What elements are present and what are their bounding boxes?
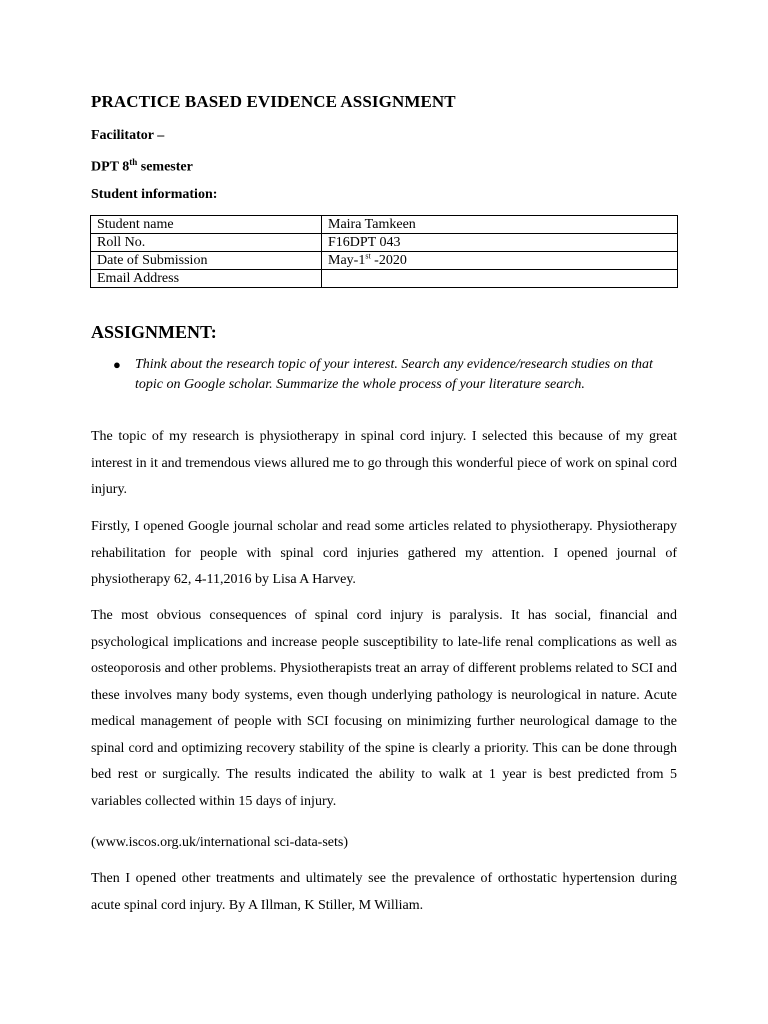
table-row xyxy=(91,216,678,234)
table-cell-value xyxy=(322,252,678,270)
date-prefix: May-1 xyxy=(328,253,366,268)
date-sup: st xyxy=(365,251,371,261)
table-cell-label: Roll No. xyxy=(91,234,322,252)
student-info-heading: Student information: xyxy=(91,187,218,202)
assignment-bullet-text: Think about the research topic of your interest. Search any evidence/research studies on that topic on Google scholar. Summarize the whole process of your literature search. xyxy=(135,357,653,392)
document-title: PRACTICE BASED EVIDENCE ASSIGNMENT xyxy=(91,92,456,111)
student-info-table xyxy=(90,215,678,288)
semester-prefix: DPT 8 xyxy=(91,159,130,175)
table-cell-value xyxy=(322,270,678,288)
table-row xyxy=(91,252,678,270)
semester-sup: th xyxy=(129,157,138,167)
assignment-heading: ASSIGNMENT: xyxy=(91,322,217,342)
table-row xyxy=(91,234,678,252)
table-cell-label: Email Address xyxy=(91,270,322,288)
body-paragraph: Then I opened other treatments and ultimately see the prevalence of orthostatic hypertension during acute spinal cord injury. By A Illman, K Stiller, M William. xyxy=(91,871,677,913)
semester-suffix: semester xyxy=(137,159,193,175)
table-row xyxy=(91,270,678,288)
facilitator-label: Facilitator – xyxy=(91,128,165,143)
body-paragraph: The most obvious consequences of spinal cord injury is paralysis. It has social, financial and psychological implications and increase people susceptibility to late-life renal complications as well as osteoporosis and other problems. Physiotherapists treat an array of different problems related to SCI and these involves many body systems, even though underlying pathology is neurological in nature. Acute medical management of people with SCI focusing on minimizing further neurological damage to the spinal cord and optimizing recovery stability of the spine is clearly a priority. This can be done through bed rest or surgically. The results indicated the ability to walk at 1 year is best predicted from 5 variables collected within 15 days of injury. xyxy=(91,608,677,809)
table-cell-value: Maira Tamkeen xyxy=(322,216,678,234)
table-cell-label: Date of Submission xyxy=(91,252,322,270)
bullet-icon: ● xyxy=(113,357,121,372)
table-cell-label: Student name xyxy=(91,216,322,234)
date-suffix: -2020 xyxy=(370,253,407,268)
body-paragraph-link: (www.iscos.org.uk/international sci-data-sets) xyxy=(91,835,348,850)
body-paragraph: The topic of my research is physiotherapy in spinal cord injury. I selected this because of my great interest in it and tremendous views allured me to go through this wonderful piece of work on spinal cord injury. xyxy=(91,429,677,497)
semester-line xyxy=(91,157,193,176)
body-paragraph: Firstly, I opened Google journal scholar and read some articles related to physiotherapy. Physiotherapy rehabilitation for people with spinal cord injuries gathered my attention. I opened journal of physiotherapy 62, 4-11,2016 by Lisa A Harvey. xyxy=(91,519,677,587)
table-cell-value: F16DPT 043 xyxy=(322,234,678,252)
assignment-bullet xyxy=(113,355,673,395)
